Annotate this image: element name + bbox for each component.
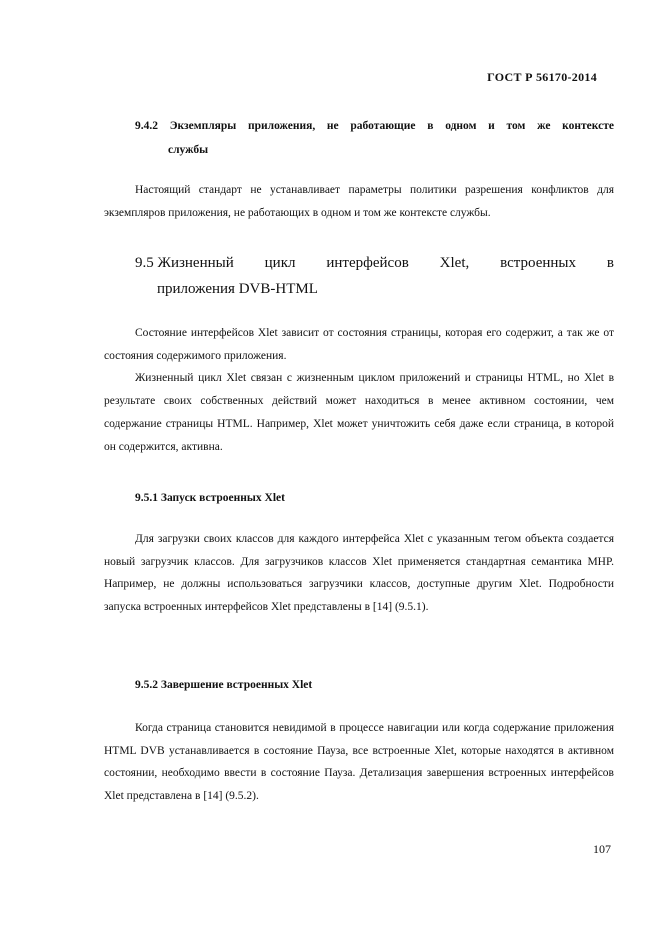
- page-number: 107: [593, 842, 611, 856]
- heading-word: контексте: [562, 120, 614, 132]
- section-9-5: [104, 250, 614, 458]
- heading-word: приложения,: [247, 120, 316, 132]
- section-9-5-2-paragraph: Когда страница становится невидимой в процессе навигации или когда содержание приложения HTML DVB устанавливается в состояние Пауза, все встроенные Xlet, которые находятся в активном состоянии, необходимо ввести в состояние Пауза. Детализация завершения встроенных интерфейсов Xlet представлена в [14] (9.5.2).: [104, 722, 614, 803]
- heading-word: и: [488, 120, 495, 132]
- heading-word: Экземпляры: [169, 120, 237, 132]
- heading-word: интерфейсов: [326, 255, 409, 271]
- heading-word: в: [606, 255, 614, 271]
- section-9-5-2: [104, 675, 614, 808]
- heading-word: Xlet,: [439, 255, 470, 271]
- section-9-5-paragraph-1: Состояние интерфейсов Xlet зависит от состояния страницы, которая его содержит, а так же от состояния содержимого приложения.: [104, 327, 614, 362]
- section-9-4-2: [104, 114, 614, 224]
- heading-word: 9.4.2: [135, 120, 158, 132]
- section-9-5-2-heading: 9.5.2 Завершение встроенных Xlet: [135, 679, 313, 691]
- section-9-5-1-heading: 9.5.1 Запуск встроенных Xlet: [135, 492, 285, 504]
- heading-word: работающие: [350, 120, 416, 132]
- heading-word: том: [506, 120, 526, 132]
- section-9-5-paragraph-2: Жизненный цикл Xlet связан с жизненным циклом приложений и страницы HTML, но Xlet в результате своих собственных действий может находиться в менее активном состоянии, чем содержание страницы HTML. Например, Xlet может уничтожить себя даже если страница, в которой он содержится, активна.: [104, 372, 614, 453]
- section-9-4-2-heading: [104, 114, 614, 162]
- section-9-5-heading-line1: [104, 250, 614, 276]
- heading-word: встроенных: [500, 255, 577, 271]
- section-9-4-2-heading-line2: службы: [168, 144, 209, 156]
- section-9-4-2-heading-line1: [104, 114, 614, 138]
- section-9-5-heading-line2: приложения DVB-HTML: [157, 281, 318, 297]
- heading-word: в: [427, 120, 434, 132]
- heading-word: одном: [445, 120, 477, 132]
- section-9-4-2-paragraph: Настоящий стандарт не устанавливает параметры политики разрешения конфликтов для экземпляров приложения, не работающих в одном и том же контексте службы.: [104, 184, 614, 219]
- heading-word: цикл: [264, 255, 296, 271]
- section-9-5-1-paragraph: Для загрузки своих классов для каждого интерфейса Xlet с указанным тегом объекта создается новый загрузчик классов. Для загрузчиков классов Xlet применяется стандартная семантика MHP. Например, не должны использоваться загрузчики классов, доступные другим Xlet. Подробности запуска встроенных интерфейсов Xlet представлены в [14] (9.5.1).: [104, 533, 614, 614]
- standard-header: ГОСТ Р 56170-2014: [487, 70, 597, 84]
- section-9-5-1: [104, 488, 614, 619]
- heading-word: же: [537, 120, 551, 132]
- heading-word: 9.5 Жизненный: [135, 255, 234, 271]
- heading-word: не: [326, 120, 339, 132]
- section-9-5-heading: [104, 250, 614, 302]
